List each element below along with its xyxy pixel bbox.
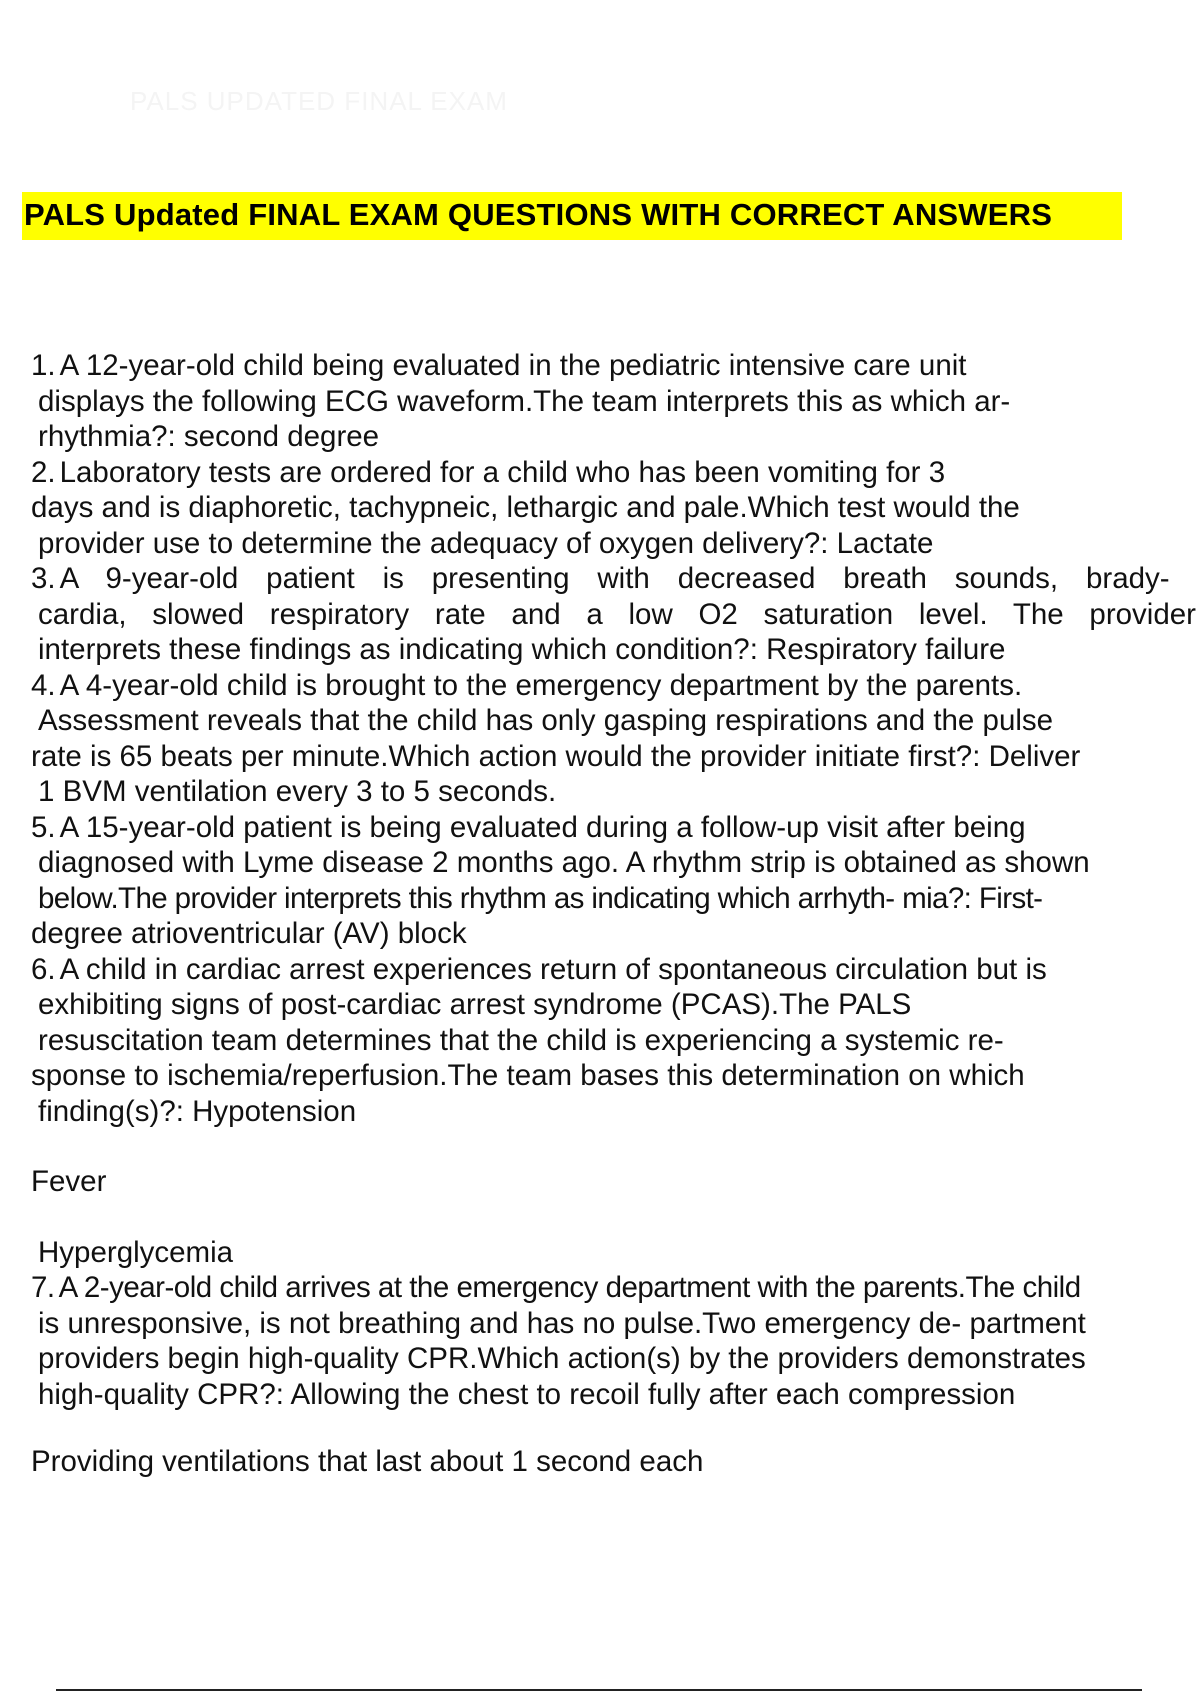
- question-2-line-1: [31, 455, 1196, 491]
- question-6-answer-fever: Fever: [31, 1165, 107, 1198]
- question-3: [31, 561, 1196, 668]
- question-6-line-4: sponse to ischemia/reperfusion.The team bases this determination on which: [31, 1059, 1025, 1092]
- question-3-text-1: A 9-year-old patient is presenting with decreased breath sounds, brady-: [59, 562, 1170, 595]
- question-6-line-3: resuscitation team determines that the child is experiencing a systemic re-: [38, 1023, 1004, 1057]
- spacer: [31, 1200, 1196, 1235]
- question-3-line-3: interprets these findings as indicating which condition?: Respiratory failure: [38, 633, 1006, 666]
- question-1-line-1: [31, 348, 1196, 384]
- spacer: [31, 1129, 1196, 1164]
- question-5: [31, 810, 1196, 952]
- question-6-line-2: exhibiting signs of post-cardiac arrest syndrome (PCAS).The PALS: [38, 988, 912, 1021]
- question-4: [31, 668, 1196, 810]
- question-7-number: 7.: [31, 1271, 55, 1304]
- question-1-text-1: A 12-year-old child being evaluated in the pediatric intensive care unit: [59, 349, 967, 382]
- question-5-line-3: below.The provider interprets this rhythm as indicating which arrhyth- mia?: First-: [38, 881, 1043, 915]
- question-6: [31, 952, 1196, 1271]
- question-7-text-1: A 2-year-old child arrives at the emergency department with the parents.The child: [58, 1271, 1081, 1304]
- question-5-line-4: degree atrioventricular (AV) block: [31, 917, 467, 950]
- question-6-number: 6.: [31, 952, 56, 986]
- question-4-line-1: [31, 668, 1196, 704]
- question-list: [31, 348, 1196, 1480]
- question-4-number: 4.: [31, 668, 56, 702]
- question-7: [31, 1270, 1196, 1480]
- question-7-line-3: providers begin high-quality CPR.Which action(s) by the providers demonstrates: [38, 1342, 1086, 1375]
- question-2-line-3: provider use to determine the adequacy of oxygen delivery?: Lactate: [38, 526, 934, 560]
- question-7-line-1: [31, 1270, 1196, 1306]
- footer-divider: [56, 1689, 1142, 1691]
- question-5-number: 5.: [31, 810, 56, 844]
- question-4-line-3: rate is 65 beats per minute.Which action would the provider initiate first?: Deliver: [31, 739, 1081, 773]
- question-7-line-4: high-quality CPR?: Allowing the chest to recoil fully after each compression: [38, 1377, 1016, 1411]
- question-6-line-5: finding(s)?: Hypotension: [38, 1094, 357, 1128]
- question-2: [31, 455, 1196, 562]
- faint-watermark-header: PALS UPDATED FINAL EXAM: [130, 86, 508, 116]
- question-1-number: 1.: [31, 349, 56, 382]
- question-5-line-1: [31, 810, 1196, 846]
- question-4-text-1: A 4-year-old child is brought to the emergency department by the parents.: [59, 668, 1023, 702]
- question-2-number: 2.: [31, 455, 56, 489]
- question-2-line-2: days and is diaphoretic, tachypneic, lethargic and pale.Which test would the: [31, 491, 1020, 524]
- question-3-line-1: [31, 561, 1196, 597]
- question-2-text-1: Laboratory tests are ordered for a child who has been vomiting for 3: [59, 455, 946, 489]
- question-1: [31, 348, 1196, 455]
- spacer: [31, 1412, 1196, 1444]
- question-5-text-1: A 15-year-old patient is being evaluated during a follow-up visit after being: [59, 810, 1026, 844]
- question-7-line-2: is unresponsive, is not breathing and has no pulse.Two emergency de- partment: [38, 1306, 1086, 1340]
- question-6-answer-hyperglycemia: Hyperglycemia: [38, 1235, 234, 1269]
- question-6-text-1: A child in cardiac arrest experiences return of spontaneous circulation but is: [59, 952, 1047, 986]
- question-4-line-2: Assessment reveals that the child has only gasping respirations and the pulse: [38, 704, 1054, 737]
- question-6-line-1: [31, 952, 1196, 988]
- question-4-line-4: 1 BVM ventilation every 3 to 5 seconds.: [38, 775, 557, 808]
- question-7-answer-ventilations: Providing ventilations that last about 1 second each: [31, 1445, 704, 1478]
- question-3-line-2: cardia, slowed respiratory rate and a low O2 saturation level. The provider: [38, 597, 1196, 631]
- document-title: PALS Updated FINAL EXAM QUESTIONS WITH CORRECT ANSWERS: [24, 197, 1053, 232]
- question-1-line-2: displays the following ECG waveform.The team interprets this as which ar-: [38, 384, 1011, 418]
- question-5-line-2: diagnosed with Lyme disease 2 months ago. A rhythm strip is obtained as shown: [38, 846, 1090, 879]
- question-1-line-3: rhythmia?: second degree: [38, 420, 380, 453]
- question-3-number: 3.: [31, 562, 56, 595]
